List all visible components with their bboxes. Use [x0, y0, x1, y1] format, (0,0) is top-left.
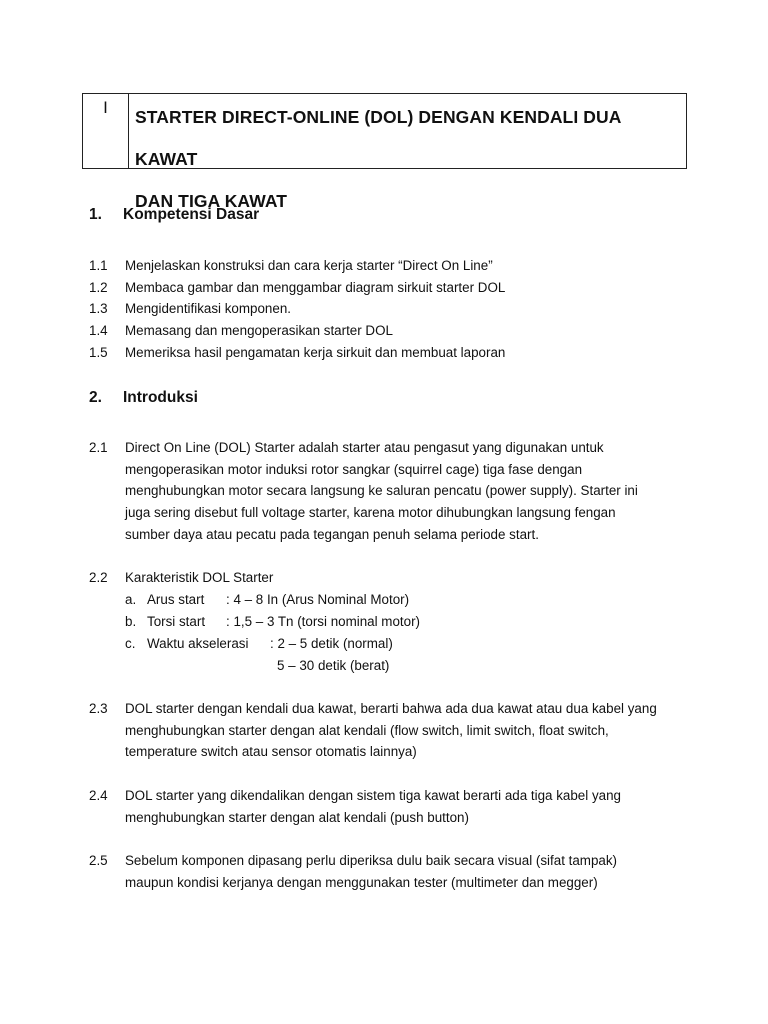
item-number: 1.4 [89, 323, 108, 339]
sub-item-value: : 2 – 5 detik (normal) [270, 636, 393, 651]
sub-item-value: : 1,5 – 3 Tn (torsi nominal motor) [226, 614, 420, 629]
chapter-title [135, 96, 675, 222]
chapter-title-line-1: STARTER DIRECT-ONLINE (DOL) DENGAN KENDALI DUA KAWAT [135, 107, 621, 169]
paragraph-line: mengoperasikan motor induksi rotor sangkar (squirrel cage) tiga fase dengan [125, 461, 583, 477]
item-text: Membaca gambar dan menggambar diagram sirkuit starter DOL [125, 279, 506, 295]
item-number: 2.4 [89, 788, 108, 803]
sub-item-label: c. [125, 636, 136, 651]
item-text: Karakteristik DOL Starter [125, 570, 274, 585]
sub-item-key: Waktu akselerasi [147, 636, 249, 651]
paragraph-line: menghubungkan starter dengan alat kendali (flow switch, limit switch, float switch, [125, 722, 609, 738]
paragraph-line: menghubungkan starter dengan alat kendali (push button) [125, 809, 469, 825]
item-number: 2.2 [89, 570, 108, 585]
item-number: 2.1 [89, 440, 108, 455]
sub-item-value: 5 – 30 detik (berat) [277, 658, 390, 673]
section-title: Kompetensi Dasar [123, 206, 260, 223]
item-number: 1.2 [89, 279, 108, 295]
paragraph-line: Direct On Line (DOL) Starter adalah starter atau pengasut yang digunakan untuk [125, 440, 604, 455]
item-paragraph [125, 785, 685, 828]
paragraph-line: temperature switch atau sensor otomatis lainnya) [125, 744, 417, 760]
item-text: Memasang dan mengoperasikan starter DOL [125, 323, 393, 339]
item-paragraph [125, 850, 685, 893]
paragraph-line: sumber daya atau pecatu pada tegangan penuh selama periode start. [125, 526, 539, 542]
section-title: Introduksi [123, 389, 198, 406]
paragraph-line: DOL starter dengan kendali dua kawat, berarti bahwa ada dua kawat atau dua kabel yang [125, 701, 657, 716]
sub-item-key: Arus start [147, 592, 205, 607]
item-number: 1.5 [89, 344, 108, 360]
item-number: 1.3 [89, 301, 108, 317]
chapter-title-line-2: DAN TIGA KAWAT [135, 191, 288, 211]
sub-item-label: a. [125, 592, 137, 607]
paragraph-line: juga sering disebut full voltage starter, karena motor dihubungkan langsung fengan [125, 505, 616, 521]
item-number: 2.3 [89, 701, 108, 716]
item-text: Menjelaskan konstruksi dan cara kerja starter “Direct On Line” [125, 258, 493, 273]
item-text: Memeriksa hasil pengamatan kerja sirkuit dan membuat laporan [125, 344, 506, 360]
section-number: 2. [89, 389, 102, 406]
paragraph-line: DOL starter yang dikendalikan dengan sistem tiga kawat berarti ada tiga kabel yang [125, 788, 621, 803]
item-number: 2.5 [89, 853, 108, 868]
item-paragraph [125, 437, 685, 546]
paragraph-line: Sebelum komponen dipasang perlu diperiksa dulu baik secara visual (sifat tampak) [125, 853, 618, 868]
chapter-number: I [83, 94, 129, 168]
item-paragraph [125, 698, 685, 763]
item-text: Mengidentifikasi komponen. [125, 301, 291, 317]
chapter-title-box [82, 93, 687, 211]
sub-item-label: b. [125, 614, 137, 629]
item-number: 1.1 [89, 258, 108, 273]
section-number: 1. [89, 206, 102, 223]
paragraph-line: maupun kondisi kerjanya dengan menggunakan tester (multimeter dan megger) [125, 874, 598, 890]
paragraph-line: menghubungkan motor secara langsung ke saluran pencatu (power supply). Starter ini [125, 483, 638, 499]
sub-item-value: : 4 – 8 In (Arus Nominal Motor) [226, 592, 410, 607]
sub-item-key: Torsi start [147, 614, 206, 629]
